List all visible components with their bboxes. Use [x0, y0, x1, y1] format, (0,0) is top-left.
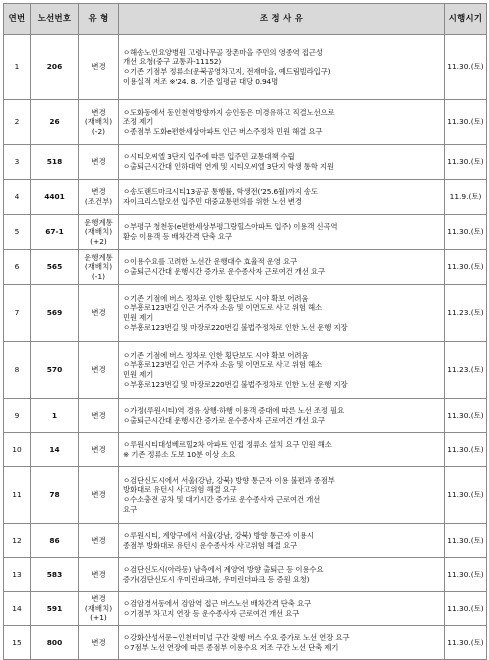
row-route: 14	[31, 433, 79, 467]
type-line: 운행계통	[84, 252, 113, 262]
row-route: 206	[31, 35, 79, 100]
row-route: 78	[31, 467, 79, 524]
row-date: 11.30.(토)	[445, 558, 487, 592]
row-date: 11.30.(토)	[445, 467, 487, 524]
reason-line: ㅇ부흥로123번길 인근 거주자 소음 및 이면도로 사고 위험 해소	[123, 360, 322, 370]
row-reasons	[119, 558, 445, 592]
row-type	[79, 524, 119, 558]
row-reasons	[119, 180, 445, 215]
row-type	[79, 100, 119, 145]
row-reasons	[119, 626, 445, 660]
row-no: 8	[4, 342, 31, 399]
table-row	[4, 35, 487, 100]
row-type	[79, 558, 119, 592]
row-no: 4	[4, 180, 31, 215]
row-route: 1	[31, 399, 79, 433]
reason-line: ㅇ7점부 노선 연장에 따른 종점부 이용수요 저조 구간 노선 단축 제기	[123, 642, 339, 652]
row-type	[79, 35, 119, 100]
reason-line: ㅇ종점부 도화e편한세상아파트 인근 버스주정차 민원 해결 요구	[123, 126, 323, 136]
row-type	[79, 592, 119, 626]
row-reasons	[119, 285, 445, 342]
header-reason: 조 정 사 유	[119, 4, 445, 35]
table-row	[4, 342, 487, 399]
table-row	[4, 180, 487, 215]
row-type	[79, 145, 119, 180]
row-no: 5	[4, 215, 31, 250]
table-row	[4, 467, 487, 524]
reason-line: ㅇ루원시티, 계양구에서 서울(강남, 강북) 방향 통근자 이용시	[123, 530, 314, 540]
row-route: 591	[31, 592, 79, 626]
type-line: 변경	[91, 594, 106, 604]
reason-line: 환승 이용객 등 배차간격 단축 요구	[123, 232, 232, 241]
reason-line: 민원 제기	[123, 370, 154, 379]
header-type: 유 형	[79, 4, 119, 35]
row-reasons	[119, 215, 445, 250]
row-date: 11.30.(토)	[445, 626, 487, 660]
row-no: 3	[4, 145, 31, 180]
reason-line: 이용실적 저조 ※'24. 8. 기준 일평균 대당 0.94명	[123, 76, 279, 86]
type-line: (-1)	[91, 271, 106, 281]
type-line: (재배치)	[84, 227, 113, 237]
type-line: 변경	[91, 444, 106, 454]
row-date: 11.9.(토)	[445, 180, 487, 215]
type-line: (-2)	[91, 126, 106, 136]
reason-line: ㅇ강화산성서문~인천터미널 구간 잦행 버스 수요 증가로 노선 연장 요구	[123, 632, 350, 642]
row-date: 11.30.(토)	[445, 35, 487, 100]
row-route: 4401	[31, 180, 79, 215]
row-no: 7	[4, 285, 31, 342]
type-line: 변경	[91, 569, 106, 579]
reason-line: ㅇ수소충전 공차 및 대기시간 증가로 운수종사자 근로여건 개선	[123, 495, 321, 504]
row-route: 583	[31, 558, 79, 592]
row-type	[79, 467, 119, 524]
reason-line: ㅇ부평구 청천동(e편한세상부평그랑힐스아파트 입주) 이용객 신곡역	[123, 222, 338, 232]
reason-line: 조정 제기	[123, 117, 154, 127]
row-no: 11	[4, 467, 31, 524]
reason-line: 방화대로 유턴시 사고위험 해결 요구	[123, 485, 237, 495]
reason-line: ㅇ부흥로123번길 및 마장로220번길 불법주정차로 인한 노선 운행 지장	[123, 379, 348, 389]
table-row	[4, 399, 487, 433]
row-route: 86	[31, 524, 79, 558]
row-no: 13	[4, 558, 31, 592]
row-type	[79, 399, 119, 433]
type-line: (재배치)	[84, 262, 113, 272]
type-line: 변경	[91, 535, 106, 545]
row-route: 518	[31, 145, 79, 180]
row-no: 15	[4, 626, 31, 660]
type-line: (+1)	[90, 613, 107, 623]
row-no: 10	[4, 433, 31, 467]
row-route: 565	[31, 250, 79, 285]
row-reasons	[119, 399, 445, 433]
type-line: (재배치)	[84, 603, 113, 613]
table-row	[4, 558, 487, 592]
type-line: 변경	[91, 187, 106, 197]
reason-line: ㅇ기존 기점에 버스 정차로 인한 횡단보도 시야 확보 어려움	[123, 293, 309, 303]
row-type	[79, 342, 119, 399]
row-date: 11.23.(토)	[445, 285, 487, 342]
row-reasons	[119, 592, 445, 626]
type-line: 변경	[91, 637, 106, 647]
table-row	[4, 524, 487, 558]
reason-line: ㅇ송도랜드마크시티13공공 통행률, 학생전('25.6월)까지 송도	[123, 187, 318, 197]
table-row	[4, 592, 487, 626]
row-date: 11.30.(토)	[445, 250, 487, 285]
type-line: 변경	[91, 365, 106, 375]
type-line: 운행계통	[84, 217, 113, 227]
row-route: 800	[31, 626, 79, 660]
header-no: 연번	[4, 4, 31, 35]
reason-line: ㅇ검단신도시(아라동) 남측에서 계양역 방향 출퇴근 등 이용수요	[123, 564, 324, 574]
reason-line: 요구	[123, 504, 137, 514]
reason-line: 민원 제기	[123, 313, 154, 322]
row-date: 11.30.(토)	[445, 100, 487, 145]
row-route: 569	[31, 285, 79, 342]
reason-line: 개선 요청(중구 교통과-11152)	[123, 57, 222, 67]
row-route: 67-1	[31, 215, 79, 250]
table-row	[4, 433, 487, 467]
table-row	[4, 215, 487, 250]
reason-line: 증가(검단신도시 우미린파크뷰, 우미린더파크 등 증원 요청)	[123, 574, 310, 584]
reason-line: ㅇ도화동에서 동인천역방향까지 승인동은 미경유하고 직결노선으로	[123, 107, 335, 117]
route-adjustment-table	[3, 3, 487, 660]
reason-line: ※ 기존 정류소 도보 10분 이상 소요	[123, 449, 236, 459]
table-row	[4, 285, 487, 342]
row-no: 1	[4, 35, 31, 100]
row-route: 26	[31, 100, 79, 145]
reason-line: ㅇ기존 기점에 버스 정차로 인한 횡단보도 시야 확보 어려움	[123, 350, 309, 360]
row-reasons	[119, 524, 445, 558]
header-date: 시행시기	[445, 4, 487, 35]
type-line: 변경	[91, 490, 106, 500]
row-reasons	[119, 145, 445, 180]
reason-line: ㅇ부흥로123번길 인근 거주자 소음 및 이면도로 사고 위험 해소	[123, 303, 322, 313]
type-line: (조건부)	[84, 197, 113, 206]
row-date: 11.30.(토)	[445, 399, 487, 433]
reason-line: ㅇ검암경서동에서 검암역 접근 버스노선 배차간격 단축 요구	[123, 598, 311, 608]
reason-line: ㅇ시티오씨엘 3단지 입주에 따른 입주민 교통대책 수립	[123, 152, 295, 162]
row-type	[79, 626, 119, 660]
reason-line: ㅇ기점부 차고지 연장 등 운수종사자 근로여건 개선 요구	[123, 608, 300, 618]
type-line: 변경	[91, 308, 106, 318]
type-line: (+2)	[90, 236, 107, 246]
table-row	[4, 626, 487, 660]
type-line: 변경	[91, 410, 106, 420]
reason-line: 종점부 방화대로 유턴시 운수종사자 사고위험 해결 요구	[123, 540, 297, 550]
reason-line: ㅇ검단신도시에서 서울(강남, 강북) 방향 통근자 이용 불편과 종점부	[123, 475, 335, 485]
reason-line: ㅇ루원시티대성베르힐2차 아파트 인접 정류소 설치 요구 민원 해소	[123, 439, 332, 449]
row-type	[79, 250, 119, 285]
reason-line: ㅇ출퇴근시간대 인하대역 연계 및 시티오씨엘 3단지 학생 통학 지원	[123, 162, 334, 171]
reason-line: ㅇ기존 기점부 정류소(운북공영차고지, 전재마을, 예드림빌라입구)	[123, 67, 331, 76]
reason-line: ㅇ해송노인요양병원 고령나무골 장촌마을 주민의 영종역 접근성	[123, 47, 323, 57]
table-header-row	[4, 4, 487, 35]
row-date: 11.30.(토)	[445, 433, 487, 467]
type-line: 변경	[91, 107, 106, 117]
row-date: 11.30.(토)	[445, 524, 487, 558]
row-type	[79, 180, 119, 215]
header-route: 노선번호	[31, 4, 79, 35]
reason-line: ㅇ출퇴근시간대 운행시간 증가로 운수종사자 근로여건 개선 요구	[123, 415, 325, 425]
reason-line: ㅇ출퇴근시간대 운행시간 증가로 운수종사자 근로여건 개선 요구	[123, 267, 325, 276]
type-line: (재배치)	[84, 117, 113, 127]
reason-line: ㅇ가정(루원시티)역 경유 상행·하행 이용객 증대에 따른 노선 조정 필요	[123, 405, 344, 415]
row-date: 11.23.(토)	[445, 342, 487, 399]
row-type	[79, 433, 119, 467]
reason-line: ㅇ부흥로123번길 및 마장로220번길 불법주정차로 인한 노선 운행 지장	[123, 322, 348, 332]
row-no: 2	[4, 100, 31, 145]
row-date: 11.30.(토)	[445, 215, 487, 250]
row-date: 11.30.(토)	[445, 592, 487, 626]
reason-line: 자이크리스탈오션 입주민 대중교통편의를 위한 노선 변경	[123, 197, 302, 206]
row-route: 570	[31, 342, 79, 399]
type-line: 변경	[91, 62, 106, 72]
type-line: 변경	[91, 157, 106, 167]
row-reasons	[119, 433, 445, 467]
row-reasons	[119, 342, 445, 399]
table-row	[4, 100, 487, 145]
row-no: 6	[4, 250, 31, 285]
row-no: 9	[4, 399, 31, 433]
row-reasons	[119, 100, 445, 145]
table-row	[4, 145, 487, 180]
row-no: 14	[4, 592, 31, 626]
row-type	[79, 215, 119, 250]
row-reasons	[119, 467, 445, 524]
row-no: 12	[4, 524, 31, 558]
reason-line: ㅇ이용수요를 고려한 노선간 운행대수 효율적 운영 요구	[123, 257, 297, 267]
row-type	[79, 285, 119, 342]
row-reasons	[119, 35, 445, 100]
row-reasons	[119, 250, 445, 285]
row-date: 11.30.(토)	[445, 145, 487, 180]
table-row	[4, 250, 487, 285]
